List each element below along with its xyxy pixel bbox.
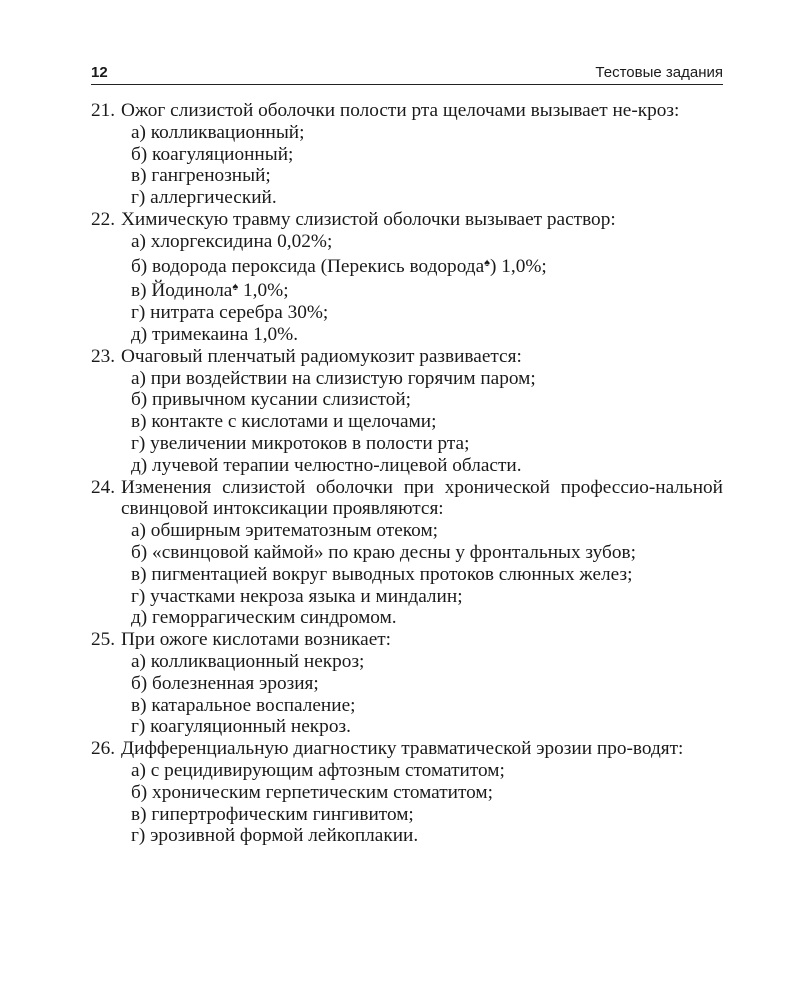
question-1 xyxy=(91,100,723,209)
question-text xyxy=(91,346,723,368)
answer-option: г) коагуляционный некроз. xyxy=(131,716,351,738)
question-text xyxy=(91,209,723,231)
question-number: 23. xyxy=(91,345,116,367)
answer-option: г) эрозивной формой лейкоплакии. xyxy=(131,825,419,847)
running-title: Тестовые задания xyxy=(595,64,723,81)
question-stem: Очаговый пленчатый радиомукозит развивается: xyxy=(121,345,522,367)
question-4 xyxy=(91,477,723,630)
answer-options xyxy=(91,520,723,629)
answer-options xyxy=(91,760,723,847)
question-text xyxy=(91,738,723,760)
answer-option: г) участками некроза языка и миндалин; xyxy=(131,585,463,607)
answer-option: а) обширным эритематозным отеком; xyxy=(131,520,439,542)
question-number: 24. xyxy=(91,476,116,498)
answer-option: б) «свинцовой каймой» по краю десны у фронтальных зубов; xyxy=(131,541,636,563)
question-6 xyxy=(91,738,723,847)
question-number: 26. xyxy=(91,738,116,760)
question-text xyxy=(91,100,723,122)
answer-option: д) лучевой терапии челюстно-лицевой области. xyxy=(131,454,522,476)
question-text xyxy=(91,477,723,521)
question-stem: Ожог слизистой оболочки полости рта щелочами вызывает не-кроз: xyxy=(121,100,680,121)
answer-option: в) катаральное воспаление; xyxy=(131,694,356,716)
question-2 xyxy=(91,209,723,346)
answer-options xyxy=(91,122,723,209)
answer-option: б) водорода пероксида (Перекись водорода♠) 1,0%; xyxy=(131,255,547,277)
answer-option: в) Йодинола♠ 1,0%; xyxy=(131,280,289,302)
question-number: 22. xyxy=(91,208,116,230)
question-number: 25. xyxy=(91,629,116,651)
answer-option: в) контакте с кислотами и щелочами; xyxy=(131,411,437,433)
answer-options xyxy=(91,368,723,477)
answer-option: г) увеличении микротоков в полости рта; xyxy=(131,432,470,454)
answer-option: д) геморрагическим синдромом. xyxy=(131,607,397,629)
answer-options xyxy=(91,231,723,346)
answer-option: б) хроническим герпетическим стоматитом; xyxy=(131,781,493,803)
answer-option: д) тримекаина 1,0%. xyxy=(131,323,299,345)
answer-option: а) при воздействии на слизистую горячим паром; xyxy=(131,367,536,389)
answer-option: в) пигментацией вокруг выводных протоков слюнных желез; xyxy=(131,563,633,585)
answer-option: б) привычном кусании слизистой; xyxy=(131,389,412,411)
answer-option: г) нитрата серебра 30%; xyxy=(131,302,329,324)
page-number: 12 xyxy=(91,64,108,81)
question-text xyxy=(91,629,723,651)
answer-option: в) гипертрофическим гингивитом; xyxy=(131,803,414,825)
question-stem: Химическую травму слизистой оболочки вызывает раствор: xyxy=(121,208,616,230)
answer-options xyxy=(91,651,723,738)
answer-option: а) колликвационный некроз; xyxy=(131,650,365,672)
question-stem: Изменения слизистой оболочки при хронической профессио-нальной свинцовой интоксикации проявляются: xyxy=(121,476,723,520)
question-number: 21. xyxy=(91,100,116,121)
question-5 xyxy=(91,629,723,738)
answer-option: г) аллергический. xyxy=(131,187,277,209)
answer-option: в) гангренозный; xyxy=(131,165,271,187)
answer-option: а) хлоргексидина 0,02%; xyxy=(131,230,333,252)
answer-option: а) с рецидивирующим афтозным стоматитом; xyxy=(131,759,505,781)
answer-option: а) колликвационный; xyxy=(131,121,305,143)
page-header xyxy=(91,62,723,85)
answer-option: б) болезненная эрозия; xyxy=(131,672,319,694)
question-stem: Дифференциальную диагностику травматической эрозии про-водят: xyxy=(121,738,684,760)
answer-option: б) коагуляционный; xyxy=(131,143,294,165)
question-list xyxy=(91,100,723,847)
question-stem: При ожоге кислотами возникает: xyxy=(121,629,392,651)
question-3 xyxy=(91,346,723,477)
